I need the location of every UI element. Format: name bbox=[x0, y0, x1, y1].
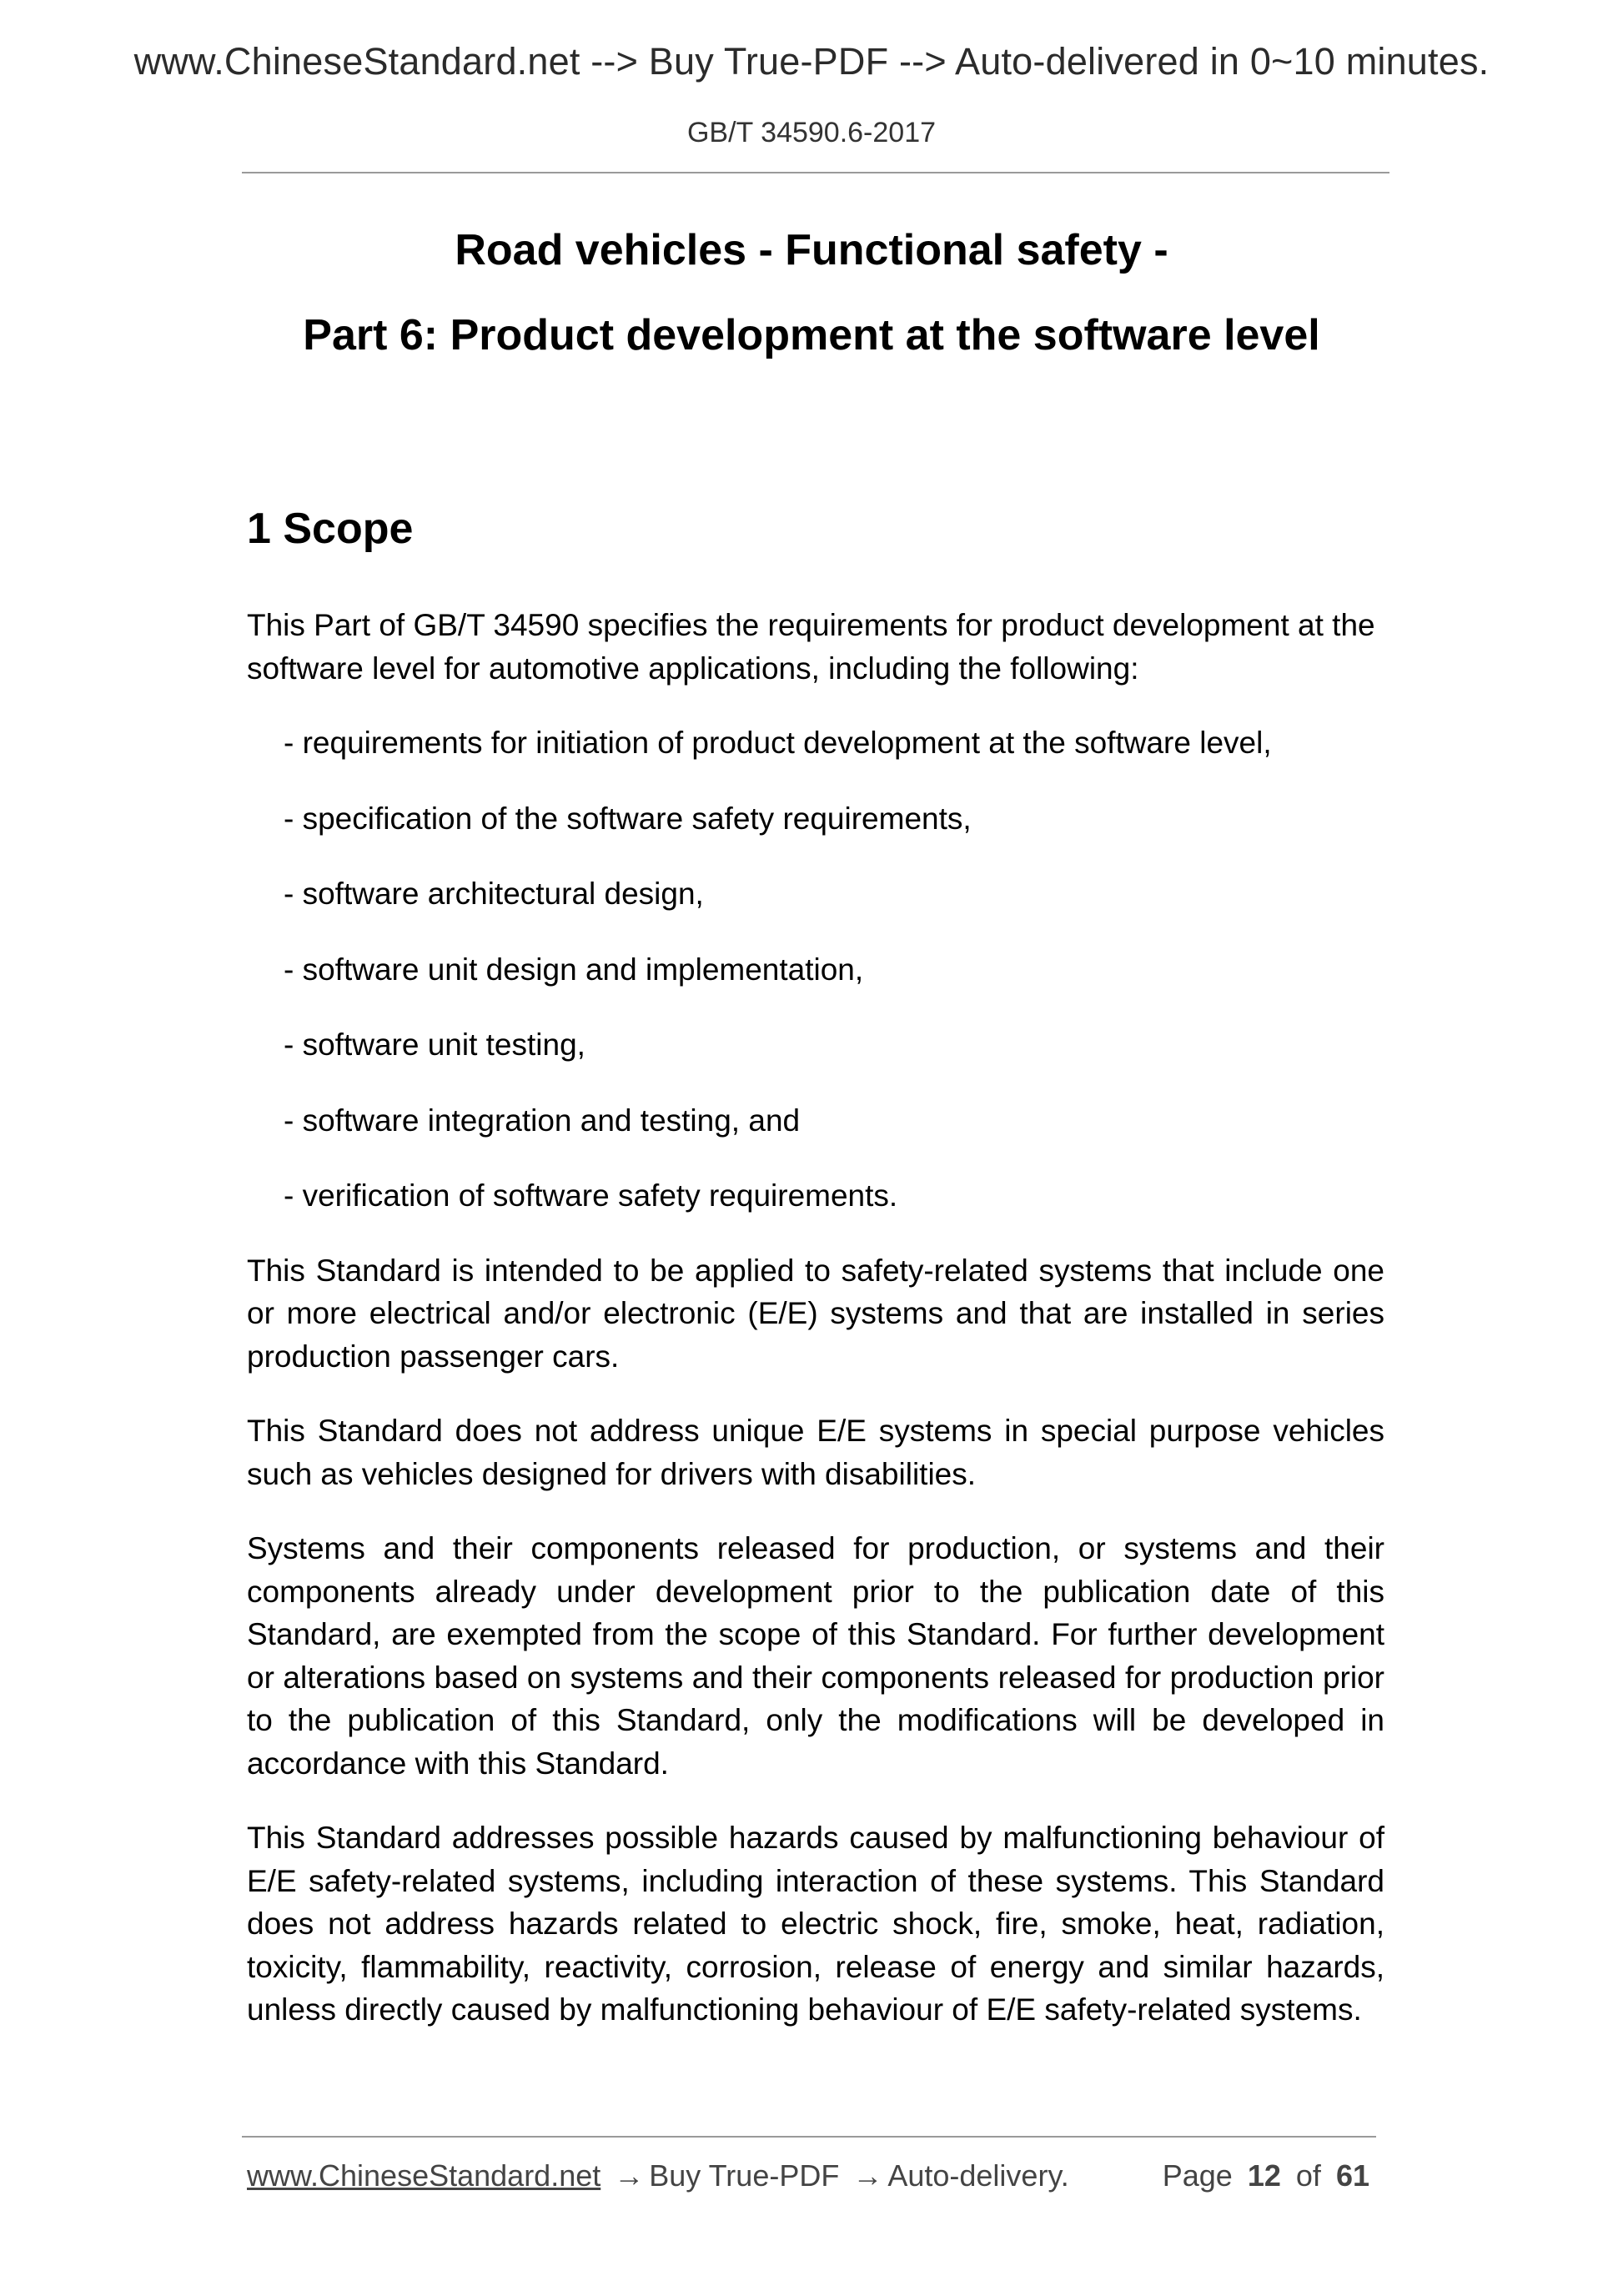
arrow-right-icon: → bbox=[614, 2158, 645, 2193]
list-item: - specification of the software safety requirements, bbox=[284, 801, 972, 836]
section-heading: 1 Scope bbox=[247, 505, 414, 553]
body-paragraph: This Standard does not address unique E/E systems in special purpose vehicles such as vehicles designed for drivers with disabilities. bbox=[247, 1414, 1384, 1491]
list-item: - software unit testing, bbox=[284, 1027, 585, 1062]
scope-list bbox=[247, 721, 1384, 1218]
body-paragraph: This Standard addresses possible hazards caused by malfunctioning behaviour of E/E safety-related systems, including interaction of these systems. This Standard does not address hazards related to electric shock, fire, smoke, heat, radiation, toxicity, flammability, reactivity, corrosion, release of energy and similar hazards, unless directly caused by malfunctioning behaviour of E/E safety-related systems. bbox=[247, 1821, 1384, 2027]
body-paragraph: This Standard is intended to be applied to safety-related systems that include one or more electrical and/or electronic (E/E) systems and that are installed in series production passenger cars. bbox=[247, 1253, 1384, 1374]
document-title-line-2: Part 6: Product development at the software level bbox=[303, 311, 1320, 359]
list-item: - software unit design and implementation, bbox=[284, 952, 864, 987]
page-footer bbox=[247, 2158, 1376, 2193]
footer-divider bbox=[242, 2136, 1376, 2138]
body-paragraph: Systems and their components released for production, or systems and their components already under development prior to the publication date of this Standard, are exempted from the scope of this Standard. For further development or alterations based on systems and their components released for production prior to the publication of this Standard, only the modifications will be developed in accordance with this Standard. bbox=[247, 1531, 1384, 1781]
arrow-right-icon: → bbox=[852, 2158, 883, 2193]
document-title-line-1: Road vehicles - Functional safety - bbox=[455, 226, 1168, 274]
section-body bbox=[247, 604, 1384, 2063]
document-code: GB/T 34590.6-2017 bbox=[686, 117, 937, 148]
page-of: of bbox=[1295, 2158, 1321, 2193]
footer-buy-text: Buy True-PDF bbox=[649, 2158, 840, 2193]
page-indicator bbox=[1163, 2158, 1376, 2193]
intro-paragraph: This Part of GB/T 34590 specifies the requirements for product development at the software level for automotive applications, including the following: bbox=[247, 608, 1375, 686]
list-item: - requirements for initiation of product development at the software level, bbox=[284, 726, 1272, 760]
footer-website-link[interactable]: www.ChineseStandard.net bbox=[247, 2158, 601, 2193]
page-total: 61 bbox=[1335, 2158, 1369, 2193]
list-item: - software architectural design, bbox=[284, 877, 704, 911]
list-item: - verification of software safety requirements. bbox=[284, 1178, 898, 1213]
page-label: Page bbox=[1162, 2158, 1233, 2193]
header-divider bbox=[242, 172, 1389, 173]
top-banner: www.ChineseStandard.net --> Buy True-PDF --> Auto-delivered in 0~10 minutes. bbox=[133, 40, 1490, 83]
footer-delivery-text: Auto-delivery. bbox=[887, 2158, 1069, 2193]
list-item: - software integration and testing, and bbox=[284, 1103, 801, 1138]
page-current: 12 bbox=[1247, 2158, 1281, 2193]
